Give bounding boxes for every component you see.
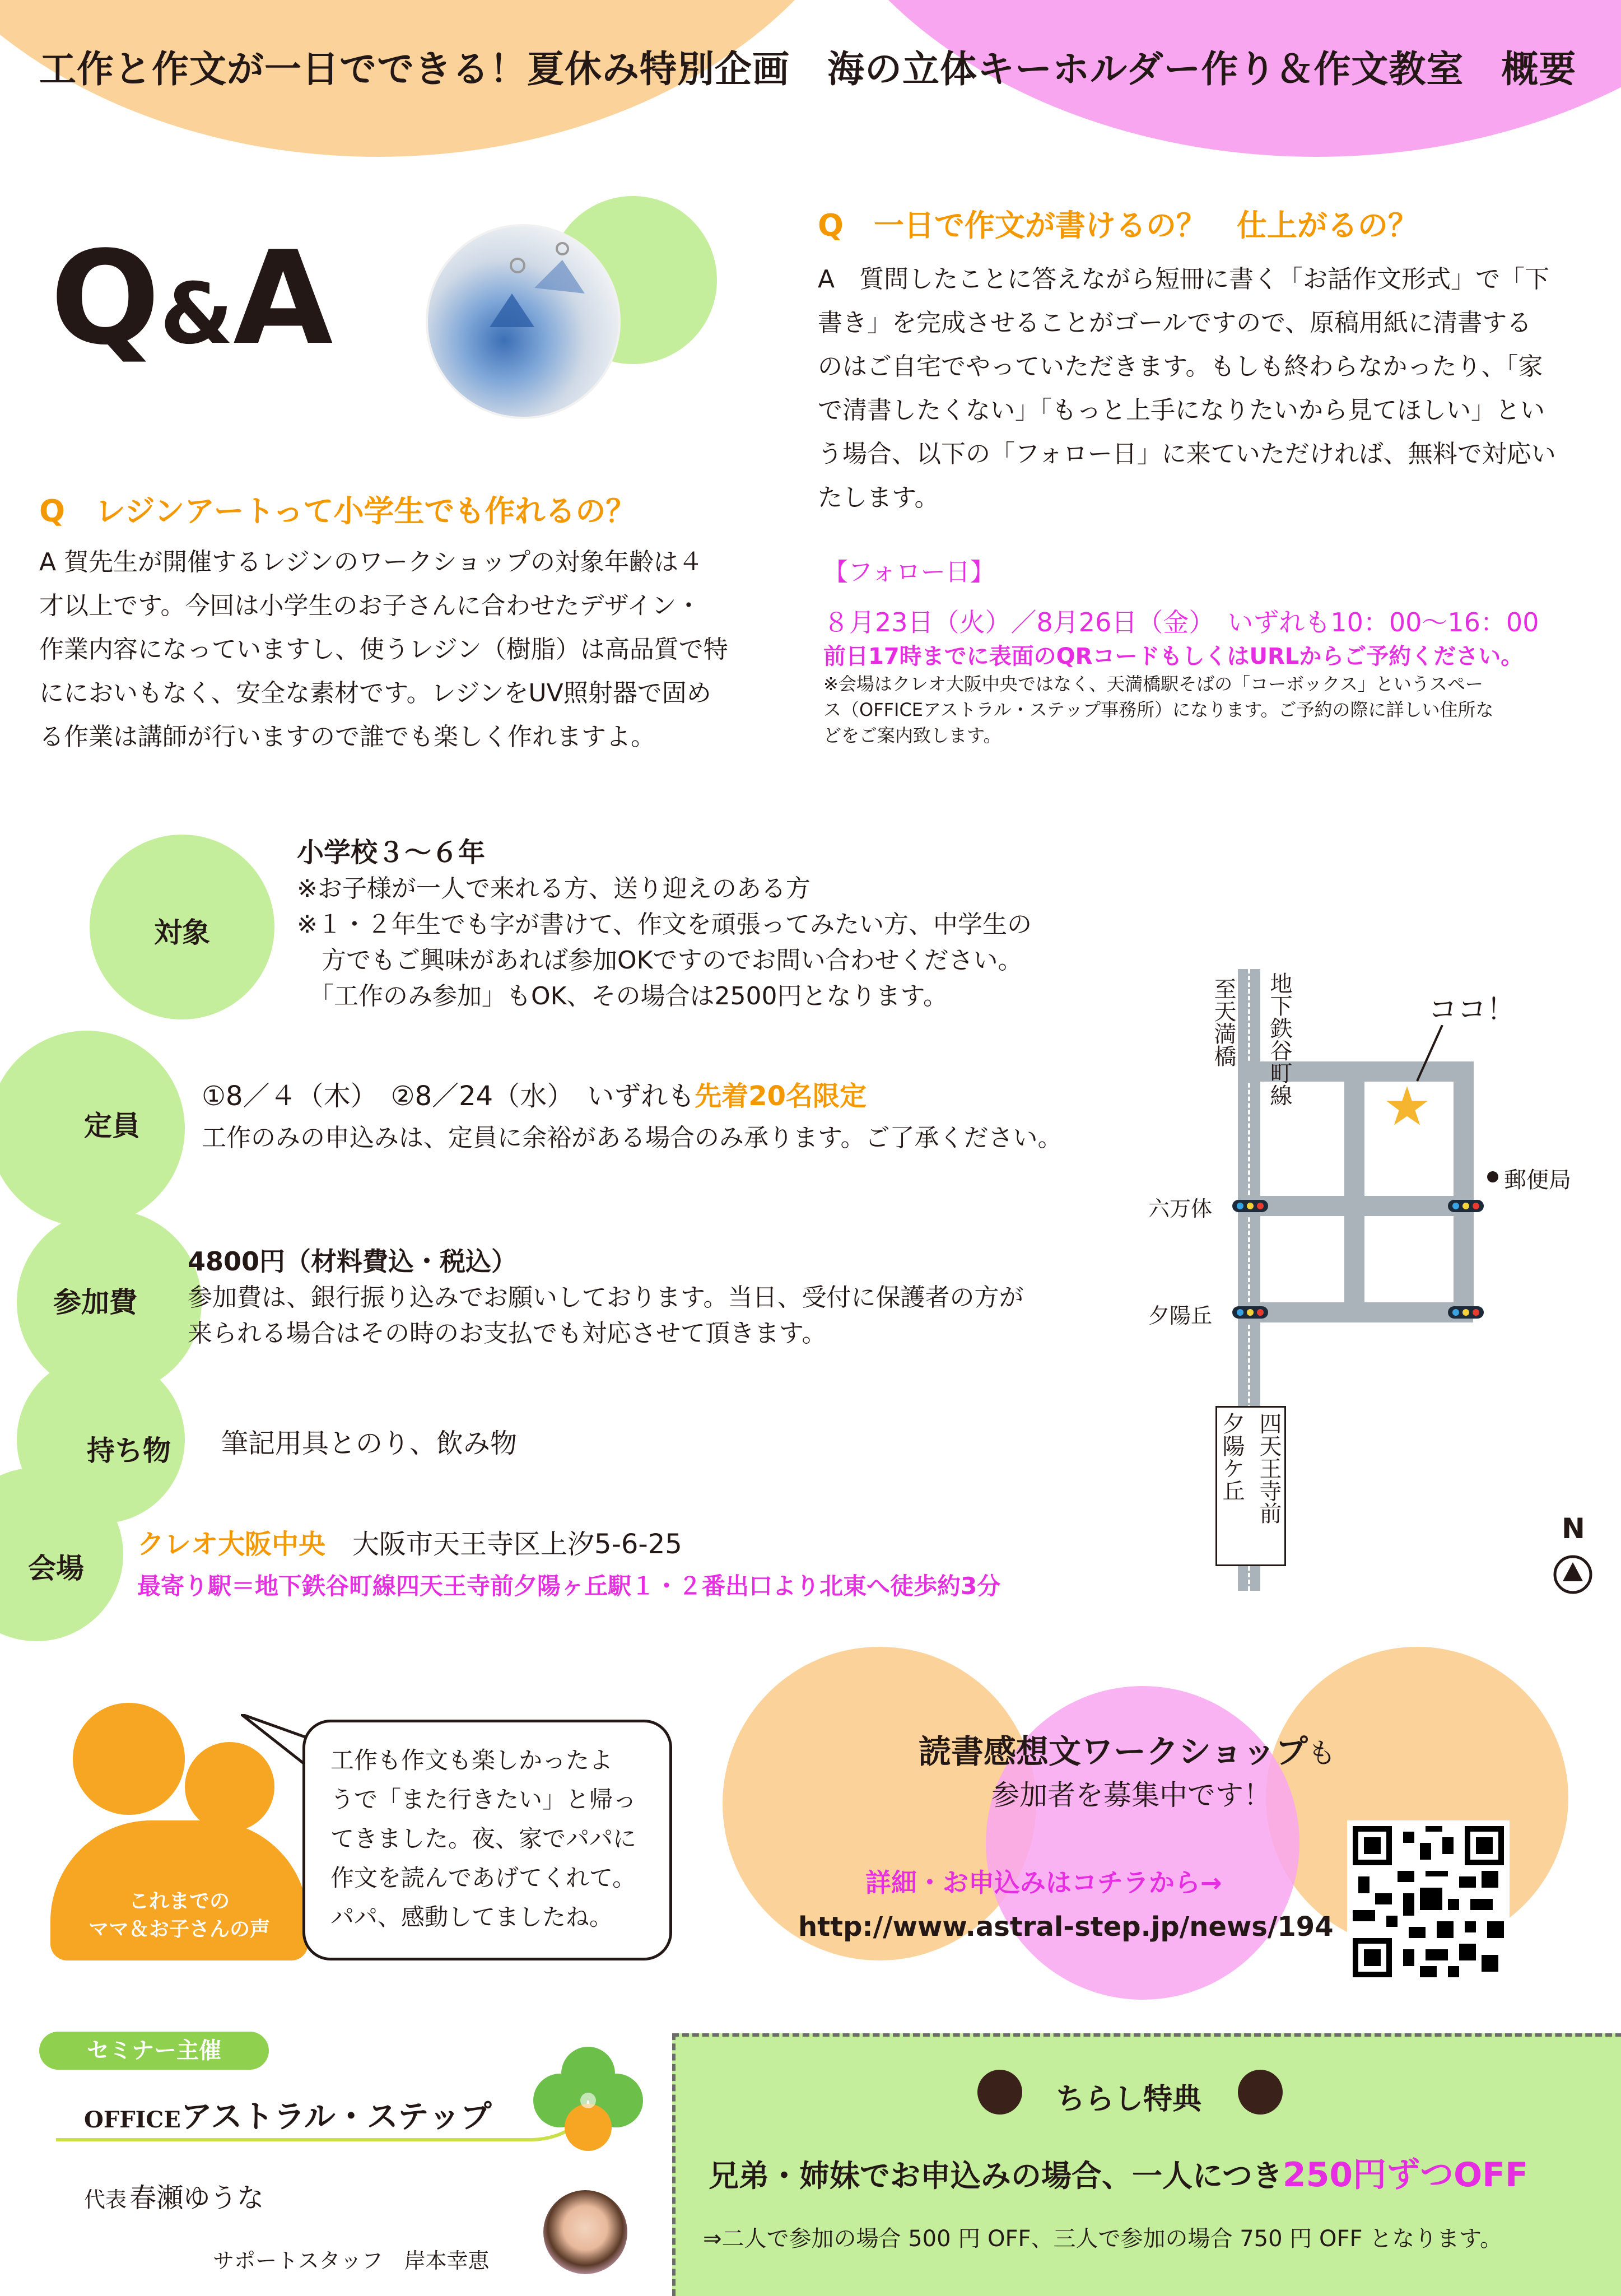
qr-code-icon <box>1353 1826 1504 1977</box>
north-arrow-icon <box>1553 1554 1593 1595</box>
parent-silhouette-head-icon <box>73 1703 185 1815</box>
coupon-main: 兄弟・姉妹でお申込みの場合、一人につき250円ずつOFF <box>709 2155 1529 2195</box>
venue-line: クレオ大阪中央 大阪市天王寺区上汐5-6-25 <box>137 1529 682 1560</box>
coupon-note: ⇒二人で参加の場合 500 円 OFF、三人で参加の場合 750 円 OFF となります。 <box>703 2226 1503 2252</box>
coupon-dot-right-icon <box>1238 2070 1283 2115</box>
organizer-office: OFFICEアストラル・ステップ <box>84 2099 492 2135</box>
coupon-title: ちらし特典 <box>1056 2083 1202 2116</box>
map-road-right <box>1454 1061 1474 1316</box>
qa-heading: Q&A <box>50 224 333 374</box>
question-essay: Q 一日で作文が書けるの？ 仕上がるの？ <box>818 208 1418 243</box>
follow-day-reserve: 前日17時までに表面のQRコードもしくはURLからご予約ください。 <box>823 644 1524 669</box>
map-label-station-left: 夕陽ケ丘 <box>1219 1412 1245 1502</box>
follow-day-dates: ８月23日（火）／8月26日（金） いずれも10：00〜16：00 <box>823 607 1539 637</box>
staff-avatar <box>543 2190 627 2274</box>
map-station-box <box>1215 1406 1286 1566</box>
label-capacity: 定員 <box>84 1110 140 1142</box>
workshop-subtitle: 参加者を募集中です！ <box>991 1779 1271 1811</box>
label-venue: 会場 <box>28 1552 84 1585</box>
map-label-yuhigaoka: 夕陽丘 <box>1148 1303 1213 1328</box>
label-items: 持ち物 <box>87 1435 171 1467</box>
venue-access: 最寄り駅＝地下鉄谷町線四天王寺前夕陽ヶ丘駅１・２番出口より北東へ徒歩約3分 <box>137 1572 1001 1600</box>
map-label-subway: 地下鉄谷町線 <box>1266 972 1292 1106</box>
voice-bubble-text: 工作も作文も楽しかったよ うで「また行きたい」と帰っ てきました。夜、家でパパに 作文を読んであげてくれて。 パパ、感動してましたね。 <box>330 1747 637 1931</box>
organizer-rep: 代表 春瀬ゆうな <box>84 2182 264 2214</box>
label-target: 対象 <box>154 916 210 949</box>
answer-essay: A 質問したことに答えながら短冊に書く「お話作文形式」で「下 書き」を完成させることがゴールですので、原稿用紙に清書する のはご自宅でやっていただきます。もしも終わらなかったり、「家 で清書したくない」「もっと上手になりたいから見てほしい」とい う場合、以下の「フォロー日」に来ていただければ、無料で対応い たします。 <box>818 265 1556 512</box>
organizer-staff: サポートスタッフ 岸本幸恵 <box>213 2248 490 2273</box>
map-label-here: ココ！ <box>1428 993 1516 1027</box>
voice-badge: これまでの ママ＆お子さんの声 <box>88 1890 270 1941</box>
map-road-rokumantai <box>1238 1196 1473 1216</box>
items-text: 筆記用具とのり、飲み物 <box>221 1428 518 1459</box>
traffic-light-icon <box>1448 1306 1484 1319</box>
workshop-detail-link[interactable]: 詳細・お申込みはコチラから→ <box>865 1867 1222 1898</box>
keyholder-icon <box>428 226 618 417</box>
fee-main: 4800円（材料費込・税込） <box>188 1246 518 1277</box>
qr-code[interactable] <box>1347 1820 1510 1983</box>
workshop-url[interactable]: http://www.astral-step.jp/news/194 <box>798 1911 1334 1943</box>
organizer-badge: セミナー主催 <box>39 2032 269 2070</box>
question-resin: Q レジンアートって小学生でも作れるの？ <box>39 493 636 529</box>
answer-resin: A 賀先生が開催するレジンのワークショップの対象年齢は４ 才以上です。今回は小学生のお子さんに合わせたデザイン・ 作業内容になっていますし、使うレジン（樹脂）は高品質で特 ににおいもなく、安全な素材です。レジンをUV照射器で固め る作業は講師が行いますので誰でも楽しく作れますよ。 <box>39 548 728 751</box>
follow-day-note: ※会場はクレオ大阪中央ではなく、天満橋駅そばの「コーボックス」というスペー ス（OFFICEアストラル・ステップ事務所）になります。ご予約の際に詳しい住所な どをご案内致します。 <box>823 673 1494 746</box>
label-fee: 参加費 <box>53 1286 137 1319</box>
follow-day-title: 【フォロー日】 <box>823 558 995 586</box>
clover-logo-icon <box>527 2039 650 2162</box>
map-label-station-right: 四天王寺前 <box>1256 1412 1282 1524</box>
traffic-light-icon <box>1232 1200 1268 1212</box>
map-pointer-line <box>1412 1025 1445 1087</box>
coupon-dot-left-icon <box>977 2070 1022 2115</box>
map-label-rokumantai: 六万体 <box>1148 1196 1213 1221</box>
target-main: 小学校３〜６年 <box>297 837 486 868</box>
traffic-light-icon <box>1448 1200 1484 1212</box>
capacity-dates: ①8／４（木） ②8／24（水） いずれも先着20名限定 <box>202 1081 867 1112</box>
fee-details: 参加費は、銀行振り込みでお願いしております。当日、受付に保護者の方が 来られる場合はその時のお支払でも対応させて頂きます。 <box>188 1283 1024 1348</box>
target-details: ※お子様が一人で来れる方、送り迎えのある方 ※１・２年生でも字が書けて、作文を頑張ってみたい方、中学生の 方でもご興味があれば参加OKですのでお問い合わせください。 「工作のみ参加」もOK、その場合は2500円となります。 <box>297 874 1032 1010</box>
map-road-mid-v <box>1344 1061 1364 1316</box>
star-icon <box>1385 1084 1429 1129</box>
map-north-label: N <box>1562 1512 1585 1545</box>
map-label-post: 郵便局 <box>1504 1167 1571 1193</box>
post-office-dot-icon <box>1487 1171 1498 1182</box>
map-label-tenmabashi: 至天満橋 <box>1210 977 1236 1067</box>
map-road-yuhigaoka <box>1238 1302 1473 1322</box>
workshop-title: 読書感想文ワークショップも <box>919 1733 1336 1771</box>
capacity-note: 工作のみの申込みは、定員に余裕がある場合のみ承ります。ご了承ください。 <box>202 1124 1063 1152</box>
resin-keyholder-photo <box>426 224 621 419</box>
decor-vine-line <box>50 2106 599 2173</box>
page-title: 工作と作文が一日でできる！夏休み特別企画 海の立体キーホルダー作り＆作文教室 概要 <box>39 48 1577 91</box>
traffic-light-icon <box>1232 1306 1268 1319</box>
